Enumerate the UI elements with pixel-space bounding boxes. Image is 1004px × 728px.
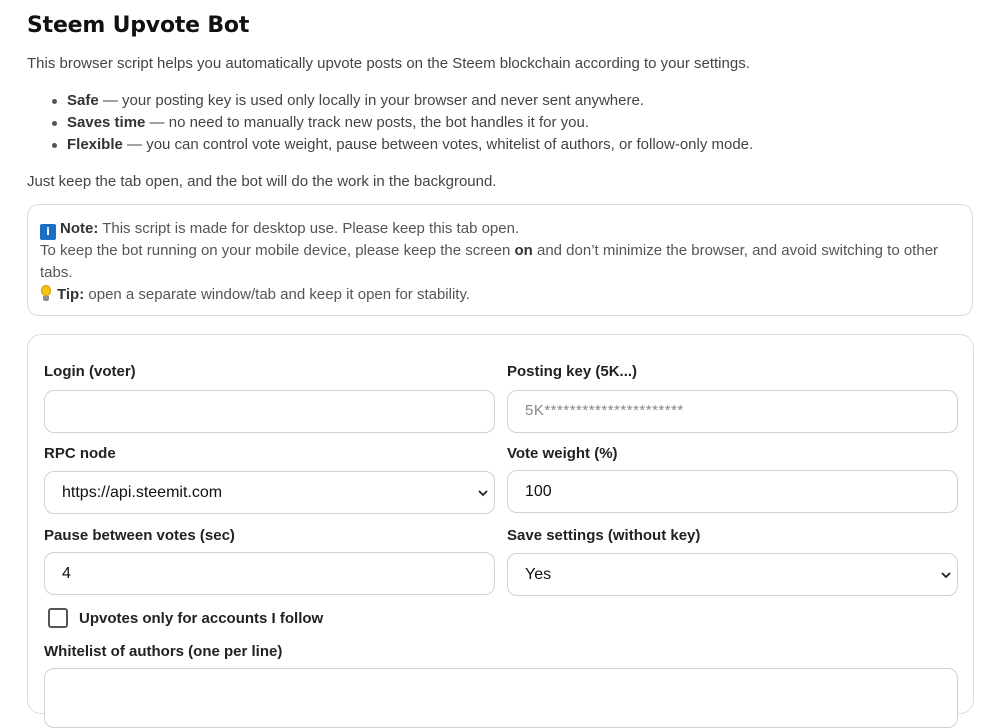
feature-title: Saves time [67, 114, 146, 131]
mobile-text: To keep the bot running on your mobile device, please keep the screen [40, 242, 515, 259]
rpc-node-select[interactable] [44, 471, 495, 514]
rpc-node-label: RPC node [44, 445, 116, 462]
intro-text: This browser script helps you automatically upvote posts on the Steem blockchain according to your settings. [27, 55, 750, 72]
note-label: Note: [60, 220, 99, 237]
vote-weight-label: Vote weight (%) [507, 445, 618, 462]
feature-item [67, 113, 753, 135]
login-label: Login (voter) [44, 363, 136, 380]
tip-text: open a separate window/tab and keep it open for stability. [84, 286, 471, 303]
posting-key-placeholder: 5K********************** [525, 402, 684, 419]
follow-only-checkbox[interactable] [48, 608, 68, 628]
lightbulb-icon [40, 285, 52, 302]
info-icon: i [40, 224, 56, 240]
pause-input[interactable] [44, 552, 495, 595]
rpc-node-value: https://api.steemit.com [62, 484, 223, 501]
note-text: This script is made for desktop use. Please keep this tab open. [98, 220, 520, 237]
feature-text: — no need to manually track new posts, the bot handles it for you. [145, 114, 589, 131]
whitelist-label: Whitelist of authors (one per line) [44, 643, 283, 660]
posting-key-input[interactable] [507, 390, 958, 433]
feature-text: — your posting key is used only locally in your browser and never sent anywhere. [98, 92, 644, 109]
mobile-line [40, 240, 960, 284]
feature-title: Safe [67, 92, 99, 109]
save-settings-label: Save settings (without key) [507, 527, 701, 544]
feature-item [67, 91, 753, 113]
save-settings-value: Yes [525, 566, 552, 583]
tip-line [40, 284, 960, 306]
outro-text: Just keep the tab open, and the bot will do the work in the background. [27, 173, 497, 190]
mobile-text: and don’t minimize the browser, and avoid switching to other tabs. [40, 242, 939, 281]
feature-list [27, 91, 753, 157]
follow-only-label: Upvotes only for accounts I follow [79, 610, 324, 627]
page-title: Steem Upvote Bot [27, 13, 250, 38]
note-box [27, 204, 973, 316]
chevron-down-icon [478, 488, 488, 498]
feature-item [67, 135, 753, 157]
chevron-down-icon [941, 570, 951, 580]
tip-label: Tip: [57, 286, 85, 303]
note-line [40, 218, 960, 240]
whitelist-textarea[interactable] [44, 668, 958, 728]
mobile-bold: on [514, 242, 533, 259]
feature-title: Flexible [67, 136, 123, 153]
save-settings-select[interactable] [507, 553, 958, 596]
login-input[interactable] [44, 390, 495, 433]
vote-weight-input[interactable] [507, 470, 958, 513]
feature-text: — you can control vote weight, pause between votes, whitelist of authors, or follow-only mode. [122, 136, 754, 153]
posting-key-label: Posting key (5K...) [507, 363, 638, 380]
pause-label: Pause between votes (sec) [44, 527, 235, 544]
